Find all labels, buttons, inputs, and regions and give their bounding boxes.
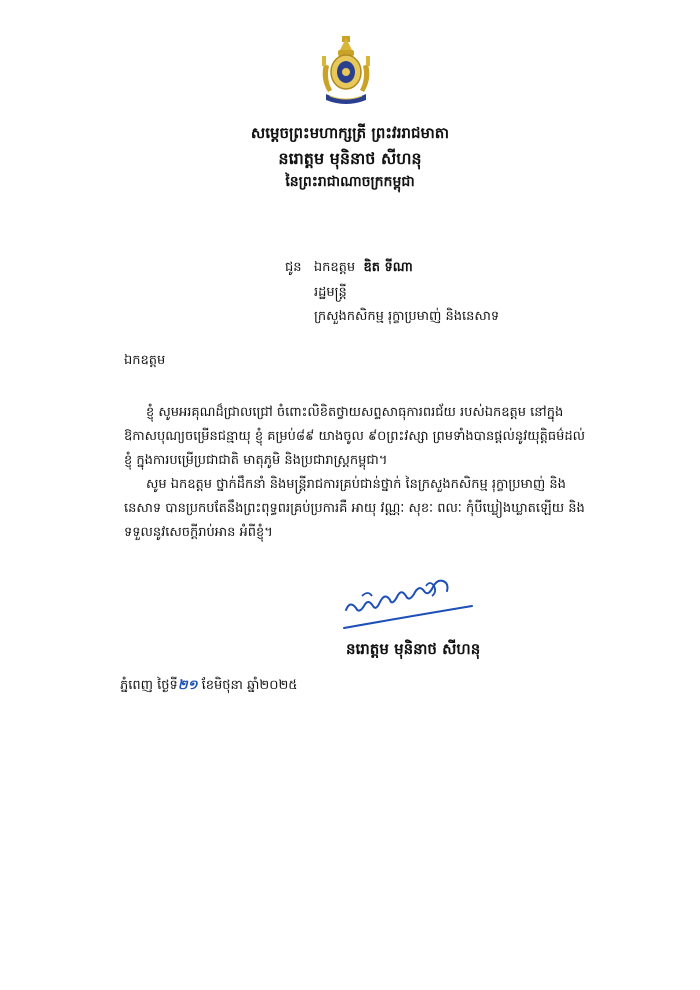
body-p2-line2: នេសាទ បានប្រកបតែនឹងព្រះពុទ្ធពរគ្រប់ប្រការគឺ អាយុ វណ្ណៈ សុខៈ ពលៈ កុំបីឃ្លៀងឃ្លាតឡើយ និង [124,501,585,516]
sender-kingdom: នៃព្រះរាជាណាចក្រកម្ពុជា [285,174,415,190]
body-p1-line3: ខ្ញុំ ក្នុងការបម្រើប្រជាជាតិ មាតុភូមិ និងប្រជារាស្ត្រកម្ពុជា។ [124,453,388,468]
date-day-prefix: ថ្ងៃទី [157,678,178,693]
body-p1-line1: ខ្ញុំ សូមអរគុណដ៏ជ្រាលជ្រៅ ចំពោះលិខិតថ្វាយសព្ទសាធុការពរជ័យ របស់ឯកឧត្តម នៅក្នុង [146,405,564,420]
date-day: ២១ [177,678,198,693]
body-p1-line2: ឱកាសបុណ្យចម្រើនជន្មាយុ ខ្ញុំ គម្រប់៨៩ យាងចូល ៩០ព្រះវស្សា ព្រមទាំងបានផ្ដល់នូវយុត្តិធម៌ដល់ [124,429,586,444]
recipient-title: រដ្ឋមន្ត្រី [314,285,347,300]
recipient-honorific: ឯកឧត្តម [313,260,356,275]
body-p2-line1: សូម ឯកឧត្តម ថ្នាក់ដឹកនាំ និងមន្ត្រីរាជការគ្រប់ជាន់ថ្នាក់ នៃក្រសួងកសិកម្ម រុក្ខាប្រមាញ់ និង [146,477,566,492]
recipient-line [285,259,413,278]
sender-title-line1: សម្ដេចព្រះមហាក្សត្រី ព្រះវររាជមាតា [250,124,450,142]
body-p2-line3: ទទួលនូវសេចក្ដីរាប់អាន អំពីខ្ញុំ។ [124,525,273,540]
signatory-name: នរោត្តម មុនិនាថ សីហនុ [346,640,481,658]
sender-name: នរោត្តម មុនិនាថ សីហនុ [278,149,422,168]
royal-emblem-icon [318,34,374,108]
recipient-name: ឌិត ទីណា [363,260,413,275]
recipient-prefix: ជូន [285,260,302,275]
date-place: ភ្នំពេញ [120,678,154,693]
handwritten-signature [340,574,480,632]
date-line [120,677,297,696]
date-month-year: ខែមិថុនា ឆ្នាំ២០២៥ [201,678,298,693]
recipient-ministry: ក្រសួងកសិកម្ម រុក្ខាប្រមាញ់ និងនេសាទ [314,309,500,324]
salutation: ឯកឧត្តម [124,353,166,368]
